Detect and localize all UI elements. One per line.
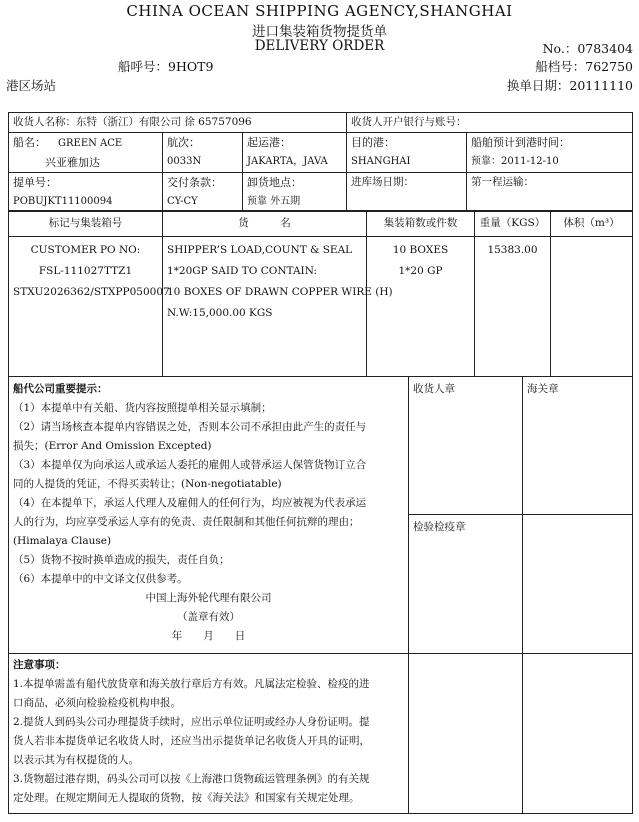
col-weight: 重量（KGS） (475, 211, 551, 237)
attention-line: 3.货物超过港存期，码头公司可以按《上海港口货物疏运管理条例》的有关规 (13, 773, 370, 785)
ship-file-number: 船档号：762750 (535, 59, 633, 74)
agent-notice-line: （6）本提单中的中文译文仅供参考。 (13, 573, 188, 585)
attention-line: 2.提货人到码头公司办理提货手续时，应出示单位证明或经办人身份证明。提 (13, 716, 370, 728)
attention-line: 定处理。在规定期间无人提取的货物，按《海关法》和国家有关规定处理。 (13, 792, 360, 804)
customs-stamp: 海关章 (523, 377, 633, 515)
eta-label: 船舶预计到港时间： (471, 136, 571, 149)
agent-notice-line: （1）本提单中有关船、货内容按照提单相关显示填制； (13, 402, 272, 414)
consignee-stamp: 收货人章 (409, 377, 523, 515)
bl-number: POBUJKT11100094 (13, 196, 113, 207)
agent-notice-line: 损失；(Error And Omission Excepted) (13, 440, 212, 452)
inspection-stamp: 检验检疫章 (409, 515, 523, 654)
voyage-number: 0033N (167, 156, 202, 167)
pol-label: 起运港： (247, 136, 291, 149)
delivery-terms: CY-CY (167, 196, 198, 207)
cargo-table (8, 210, 633, 377)
description-line: 10 BOXES OF DRAWN COPPER WIRE (H) (167, 286, 393, 298)
ship-call-sign: 船呼号：9HOT9 (118, 59, 214, 74)
pod-label: 目的港： (351, 136, 396, 149)
agent-notice-line: 同的人提货的凭证，不得买卖转让；(Non-negotiatable) (13, 478, 282, 490)
volume-value (551, 237, 633, 377)
description-line: N.W:15,000.00 KGS (167, 307, 273, 319)
port-of-loading: JAKARTA，JAVA (247, 156, 328, 167)
discharge-place-label: 卸货地点： (247, 176, 302, 189)
agent-notice-line: （5）货物不按时换单造成的损失，责任自负； (13, 554, 230, 566)
agent-notice-line: (Himalaya Clause) (13, 535, 112, 547)
consignee-name: 收货人名称：东特（浙江）有限公司 徐 65757096 (9, 113, 347, 133)
agent-notice-line: （4）在本提单下，承运人代理人及雇佣人的任何行为，均应被视为代表承运 (13, 497, 367, 509)
attention-line: 以表示其为有权提货的人。 (13, 754, 139, 766)
agent-notice-line: （2）请当场核查本提单内容错误之处，否则本公司不承担由此产生的责任与 (13, 421, 367, 433)
yard-label: 港区场站 (6, 78, 57, 93)
agent-notice-line: （3）本提单仅为向承运人或承运人委托的雇佣人或替承运人保管货物订立合 (13, 459, 367, 471)
order-number: No.：0783404 (542, 41, 633, 56)
consignee-bank: 收货人开户银行与账号： (347, 113, 633, 133)
port-of-destination: SHANGHAI (351, 156, 411, 167)
terms-label: 交付条款： (167, 176, 222, 189)
entry-date: 进库场日期： (347, 173, 467, 212)
description-line: SHIPPER’S LOAD,COUNT & SEAL (167, 244, 353, 256)
agent-seal-note: （盖章有效） (177, 611, 240, 623)
exchange-date: 换单日期：20111110 (506, 78, 633, 93)
col-description: 货 名 (163, 211, 367, 237)
eta-value: 预靠：2011-12-10 (471, 156, 559, 167)
first-leg-transport: 第一程运输： (467, 173, 633, 212)
weight-value: 15383.00 (475, 237, 551, 377)
shipment-info-table (8, 112, 633, 212)
voyage-label: 航次： (167, 136, 200, 149)
notice-table (8, 376, 633, 814)
agent-company: 中国上海外轮代理有限公司 (145, 592, 272, 604)
attention-line: 口商品，必须向检验检疫机构申报。 (13, 697, 181, 709)
attention-line: 货人若非本提货单记名收货人时，还应当出示提货单记名收货人开具的证明， (13, 735, 370, 747)
col-quantity: 集装箱数或件数 (367, 211, 475, 237)
bl-label: 提单号： (13, 176, 57, 189)
vessel-name: GREEN ACE (58, 138, 123, 149)
title-chinese: 进口集装箱货物提货单 (252, 24, 387, 40)
vessel-name-cn: 兴亚雅加达 (45, 156, 100, 169)
quantity-line: 10 BOXES (392, 244, 449, 256)
quantity-line: 1*20 GP (398, 265, 443, 277)
description-line: 1*20GP SAID TO CONTAIN: (167, 265, 318, 277)
vessel-label: 船名： (13, 136, 46, 149)
empty-stamp-cell (523, 515, 633, 654)
company-name: CHINA OCEAN SHIPPING AGENCY,SHANGHAI (126, 2, 513, 20)
agent-notice-title: 船代公司重要提示： (13, 383, 108, 395)
agent-date: 年 月 日 (171, 630, 246, 642)
discharge-place: 预靠 外五期 (247, 196, 301, 207)
empty-cell (523, 654, 633, 814)
col-volume: 体积（m³） (551, 211, 633, 237)
empty-cell (409, 654, 523, 814)
title-english: DELIVERY ORDER (254, 38, 385, 54)
marks-line: FSL-111027TTZ1 (38, 265, 133, 277)
attention-title: 注意事项： (13, 659, 66, 671)
marks-line: CUSTOMER PO NO: (30, 244, 141, 256)
col-marks: 标记与集装箱号 (9, 211, 163, 237)
agent-notice-line: 人的行为，均应享受承运人享有的免责、责任限制和其他任何抗辩的理由； (13, 516, 360, 528)
attention-line: 1.本提单需盖有船代放货章和海关放行章后方有效。凡属法定检验、检疫的进 (13, 678, 370, 690)
marks-line: STXU2026362/STXPP050007 (13, 286, 170, 298)
